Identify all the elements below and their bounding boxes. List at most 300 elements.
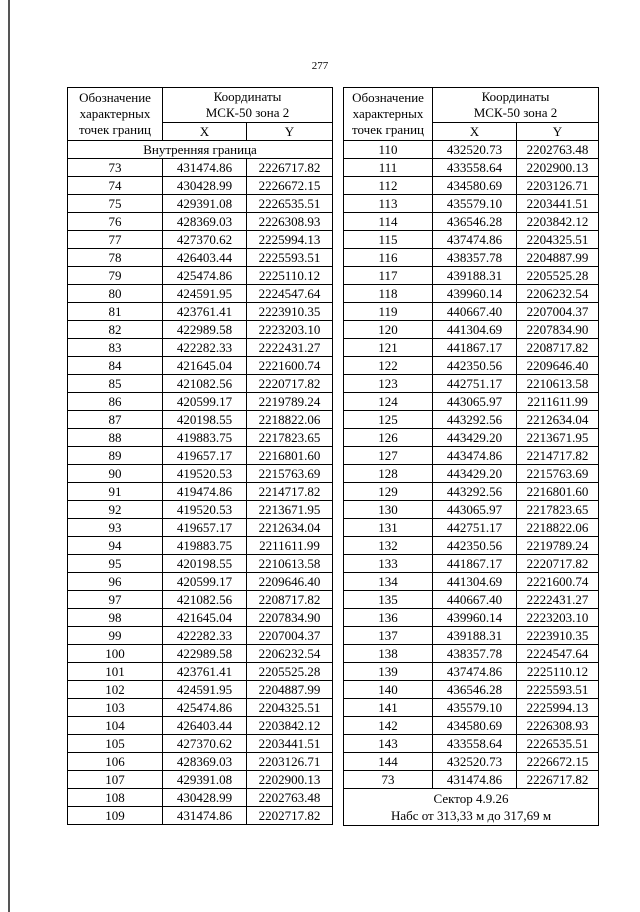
y-coordinate: 2219789.24: [517, 537, 599, 555]
x-coordinate: 441304.69: [433, 321, 517, 339]
x-coordinate: 421082.56: [163, 375, 247, 393]
y-coordinate: 2223910.35: [247, 303, 333, 321]
point-number: 79: [68, 267, 163, 285]
y-coordinate: 2223203.10: [247, 321, 333, 339]
x-coordinate: 425474.86: [163, 267, 247, 285]
point-number: 93: [68, 519, 163, 537]
table-row: [344, 249, 599, 267]
table-row: [344, 285, 599, 303]
point-number: 114: [344, 213, 433, 231]
point-number: 117: [344, 267, 433, 285]
table-row: [344, 573, 599, 591]
table-row: [344, 303, 599, 321]
x-header: X: [433, 123, 517, 141]
point-number: 122: [344, 357, 433, 375]
point-number: 74: [68, 177, 163, 195]
x-coordinate: 443474.86: [433, 447, 517, 465]
x-coordinate: 431474.86: [163, 159, 247, 177]
table-row: [344, 429, 599, 447]
point-number: 111: [344, 159, 433, 177]
x-coordinate: 419520.53: [163, 501, 247, 519]
x-coordinate: 430428.99: [163, 789, 247, 807]
point-number: 128: [344, 465, 433, 483]
y-coordinate: 2223910.35: [517, 627, 599, 645]
designation-header: Обозначение характерных точек границ: [68, 88, 163, 141]
table-row: [68, 303, 333, 321]
table-row: [68, 159, 333, 177]
scan-border-line: [8, 0, 10, 912]
point-number: 99: [68, 627, 163, 645]
table-row: [68, 447, 333, 465]
point-number: 116: [344, 249, 433, 267]
table-row: [344, 735, 599, 753]
x-coordinate: 432520.73: [433, 753, 517, 771]
y-coordinate: 2221600.74: [247, 357, 333, 375]
table-row: [68, 771, 333, 789]
y-coordinate: 2203126.71: [247, 753, 333, 771]
x-coordinate: 443292.56: [433, 411, 517, 429]
table-row: [344, 267, 599, 285]
table-row: [344, 321, 599, 339]
sector-range: Набс от 313,33 м до 317,69 м: [390, 808, 552, 823]
y-coordinate: 2204325.51: [517, 231, 599, 249]
x-coordinate: 433558.64: [433, 735, 517, 753]
x-coordinate: 426403.44: [163, 249, 247, 267]
x-coordinate: 426403.44: [163, 717, 247, 735]
y-coordinate: 2210613.58: [247, 555, 333, 573]
point-number: 94: [68, 537, 163, 555]
point-number: 73: [68, 159, 163, 177]
point-number: 96: [68, 573, 163, 591]
point-number: 140: [344, 681, 433, 699]
y-coordinate: 2206232.54: [247, 645, 333, 663]
y-coordinate: 2202900.13: [247, 771, 333, 789]
table-row: [68, 789, 333, 807]
x-coordinate: 420599.17: [163, 393, 247, 411]
x-header: X: [163, 123, 247, 141]
table-row: [344, 393, 599, 411]
x-coordinate: 442350.56: [433, 357, 517, 375]
y-coordinate: 2217823.65: [247, 429, 333, 447]
x-coordinate: 419657.17: [163, 447, 247, 465]
x-coordinate: 438357.78: [433, 645, 517, 663]
table-row: [68, 717, 333, 735]
y-coordinate: 2203842.12: [517, 213, 599, 231]
table-row: [68, 537, 333, 555]
point-number: 106: [68, 753, 163, 771]
point-number: 89: [68, 447, 163, 465]
x-coordinate: 427370.62: [163, 231, 247, 249]
point-number: 115: [344, 231, 433, 249]
x-coordinate: 432520.73: [433, 141, 517, 159]
table-row: [68, 357, 333, 375]
table-row: [344, 339, 599, 357]
x-coordinate: 431474.86: [163, 807, 247, 825]
y-coordinate: 2207004.37: [517, 303, 599, 321]
x-coordinate: 442751.17: [433, 375, 517, 393]
point-number: 73: [344, 771, 433, 789]
x-coordinate: 428369.03: [163, 753, 247, 771]
x-coordinate: 429391.08: [163, 195, 247, 213]
y-coordinate: 2225593.51: [517, 681, 599, 699]
y-coordinate: 2226717.82: [517, 771, 599, 789]
table-row: [344, 465, 599, 483]
coords-header: Координаты МСК-50 зона 2: [433, 88, 599, 123]
x-coordinate: 429391.08: [163, 771, 247, 789]
point-number: 108: [68, 789, 163, 807]
point-number: 131: [344, 519, 433, 537]
y-coordinate: 2226535.51: [517, 735, 599, 753]
table-row: [68, 627, 333, 645]
y-header: Y: [247, 123, 333, 141]
y-coordinate: 2223203.10: [517, 609, 599, 627]
y-coordinate: 2212634.04: [517, 411, 599, 429]
y-coordinate: 2204887.99: [247, 681, 333, 699]
x-coordinate: 433558.64: [433, 159, 517, 177]
y-coordinate: 2225110.12: [517, 663, 599, 681]
point-number: 98: [68, 609, 163, 627]
x-coordinate: 435579.10: [433, 195, 517, 213]
x-coordinate: 443065.97: [433, 501, 517, 519]
y-coordinate: 2218822.06: [247, 411, 333, 429]
table-row: [344, 591, 599, 609]
y-coordinate: 2204887.99: [517, 249, 599, 267]
table-row: [68, 429, 333, 447]
x-coordinate: 421645.04: [163, 609, 247, 627]
table-row: [68, 393, 333, 411]
y-coordinate: 2214717.82: [247, 483, 333, 501]
point-number: 100: [68, 645, 163, 663]
point-number: 112: [344, 177, 433, 195]
y-coordinate: 2203441.51: [517, 195, 599, 213]
x-coordinate: 419474.86: [163, 483, 247, 501]
x-coordinate: 439188.31: [433, 627, 517, 645]
x-coordinate: 420599.17: [163, 573, 247, 591]
point-number: 91: [68, 483, 163, 501]
point-number: 130: [344, 501, 433, 519]
point-number: 129: [344, 483, 433, 501]
point-number: 87: [68, 411, 163, 429]
point-number: 92: [68, 501, 163, 519]
table-row: [68, 735, 333, 753]
y-coordinate: 2221600.74: [517, 573, 599, 591]
table-row: [344, 753, 599, 771]
y-coordinate: 2203126.71: [517, 177, 599, 195]
y-coordinate: 2213671.95: [517, 429, 599, 447]
x-coordinate: 431474.86: [433, 771, 517, 789]
coords-header: Координаты МСК-50 зона 2: [163, 88, 333, 123]
point-number: 121: [344, 339, 433, 357]
table-row: [344, 141, 599, 159]
table-row: [68, 753, 333, 771]
x-coordinate: 437474.86: [433, 663, 517, 681]
point-number: 84: [68, 357, 163, 375]
point-number: 104: [68, 717, 163, 735]
designation-header: Обозначение характерных точек границ: [344, 88, 433, 141]
x-coordinate: 434580.69: [433, 717, 517, 735]
table-row: [68, 231, 333, 249]
x-coordinate: 440667.40: [433, 303, 517, 321]
point-number: 75: [68, 195, 163, 213]
point-number: 110: [344, 141, 433, 159]
x-coordinate: 436546.28: [433, 681, 517, 699]
y-coordinate: 2222431.27: [517, 591, 599, 609]
y-coordinate: 2225110.12: [247, 267, 333, 285]
table-row: [68, 411, 333, 429]
x-coordinate: 419883.75: [163, 537, 247, 555]
sector-footer: [344, 789, 599, 826]
table-row: [68, 807, 333, 825]
table-row: [344, 699, 599, 717]
table-row: [344, 411, 599, 429]
table-row: [344, 609, 599, 627]
y-coordinate: 2205525.28: [517, 267, 599, 285]
point-number: 88: [68, 429, 163, 447]
x-coordinate: 442350.56: [433, 537, 517, 555]
point-number: 138: [344, 645, 433, 663]
point-number: 81: [68, 303, 163, 321]
y-coordinate: 2215763.69: [517, 465, 599, 483]
point-number: 102: [68, 681, 163, 699]
x-coordinate: 441867.17: [433, 339, 517, 357]
x-coordinate: 430428.99: [163, 177, 247, 195]
y-header: Y: [517, 123, 599, 141]
point-number: 101: [68, 663, 163, 681]
x-coordinate: 441304.69: [433, 573, 517, 591]
y-coordinate: 2216801.60: [517, 483, 599, 501]
point-number: 80: [68, 285, 163, 303]
x-coordinate: 422989.58: [163, 645, 247, 663]
table-row: [68, 519, 333, 537]
x-coordinate: 419883.75: [163, 429, 247, 447]
y-coordinate: 2226535.51: [247, 195, 333, 213]
x-coordinate: 443429.20: [433, 465, 517, 483]
point-number: 134: [344, 573, 433, 591]
y-coordinate: 2212634.04: [247, 519, 333, 537]
table-row: [344, 771, 599, 789]
table-row: [344, 555, 599, 573]
y-coordinate: 2207004.37: [247, 627, 333, 645]
y-coordinate: 2220717.82: [247, 375, 333, 393]
table-row: [68, 249, 333, 267]
y-coordinate: 2211611.99: [517, 393, 599, 411]
x-coordinate: 439188.31: [433, 267, 517, 285]
table-row: [68, 591, 333, 609]
y-coordinate: 2205525.28: [247, 663, 333, 681]
y-coordinate: 2226308.93: [247, 213, 333, 231]
table-row: [344, 537, 599, 555]
table-row: [344, 519, 599, 537]
table-row: [344, 483, 599, 501]
table-row: [68, 681, 333, 699]
table-row: [344, 447, 599, 465]
table-row: [68, 555, 333, 573]
y-coordinate: 2209646.40: [517, 357, 599, 375]
x-coordinate: 443065.97: [433, 393, 517, 411]
point-number: 120: [344, 321, 433, 339]
y-coordinate: 2208717.82: [517, 339, 599, 357]
table-row: [68, 483, 333, 501]
y-coordinate: 2220717.82: [517, 555, 599, 573]
x-coordinate: 424591.95: [163, 681, 247, 699]
point-number: 119: [344, 303, 433, 321]
point-number: 127: [344, 447, 433, 465]
x-coordinate: 422282.33: [163, 627, 247, 645]
x-coordinate: 437474.86: [433, 231, 517, 249]
page-number: 277: [311, 60, 329, 72]
table-row: [344, 357, 599, 375]
point-number: 103: [68, 699, 163, 717]
section-caption: Внутренняя граница: [68, 141, 333, 159]
point-number: 77: [68, 231, 163, 249]
y-coordinate: 2202717.82: [247, 807, 333, 825]
y-coordinate: 2219789.24: [247, 393, 333, 411]
point-number: 136: [344, 609, 433, 627]
x-coordinate: 428369.03: [163, 213, 247, 231]
y-coordinate: 2226672.15: [517, 753, 599, 771]
table-row: [344, 213, 599, 231]
table-row: [344, 195, 599, 213]
point-number: 132: [344, 537, 433, 555]
y-coordinate: 2208717.82: [247, 591, 333, 609]
x-coordinate: 422989.58: [163, 321, 247, 339]
x-coordinate: 440667.40: [433, 591, 517, 609]
point-number: 126: [344, 429, 433, 447]
x-coordinate: 423761.41: [163, 663, 247, 681]
table-row: [68, 195, 333, 213]
table-row: [344, 375, 599, 393]
table-row: [68, 573, 333, 591]
table-row: [344, 501, 599, 519]
y-coordinate: 2207834.90: [247, 609, 333, 627]
point-number: 109: [68, 807, 163, 825]
point-number: 83: [68, 339, 163, 357]
y-coordinate: 2211611.99: [247, 537, 333, 555]
point-number: 105: [68, 735, 163, 753]
y-coordinate: 2226672.15: [247, 177, 333, 195]
x-coordinate: 439960.14: [433, 285, 517, 303]
y-coordinate: 2226717.82: [247, 159, 333, 177]
y-coordinate: 2203441.51: [247, 735, 333, 753]
point-number: 90: [68, 465, 163, 483]
x-coordinate: 442751.17: [433, 519, 517, 537]
point-number: 78: [68, 249, 163, 267]
point-number: 123: [344, 375, 433, 393]
point-number: 107: [68, 771, 163, 789]
y-coordinate: 2209646.40: [247, 573, 333, 591]
x-coordinate: 434580.69: [433, 177, 517, 195]
table-row: [344, 627, 599, 645]
table-row: [344, 177, 599, 195]
x-coordinate: 421082.56: [163, 591, 247, 609]
table-row: [344, 681, 599, 699]
y-coordinate: 2202763.48: [247, 789, 333, 807]
table-row: [68, 321, 333, 339]
x-coordinate: 443292.56: [433, 483, 517, 501]
y-coordinate: 2217823.65: [517, 501, 599, 519]
y-coordinate: 2202763.48: [517, 141, 599, 159]
point-number: 97: [68, 591, 163, 609]
y-coordinate: 2224547.64: [517, 645, 599, 663]
table-row: [68, 339, 333, 357]
x-coordinate: 427370.62: [163, 735, 247, 753]
table-row: [68, 609, 333, 627]
coordinates-table-left: [67, 87, 333, 825]
point-number: 135: [344, 591, 433, 609]
x-coordinate: 420198.55: [163, 411, 247, 429]
x-coordinate: 422282.33: [163, 339, 247, 357]
point-number: 143: [344, 735, 433, 753]
y-coordinate: 2206232.54: [517, 285, 599, 303]
y-coordinate: 2224547.64: [247, 285, 333, 303]
x-coordinate: 421645.04: [163, 357, 247, 375]
table-row: [68, 285, 333, 303]
x-coordinate: 435579.10: [433, 699, 517, 717]
point-number: 113: [344, 195, 433, 213]
y-coordinate: 2225994.13: [517, 699, 599, 717]
table-row: [68, 501, 333, 519]
point-number: 133: [344, 555, 433, 573]
y-coordinate: 2222431.27: [247, 339, 333, 357]
x-coordinate: 443429.20: [433, 429, 517, 447]
point-number: 118: [344, 285, 433, 303]
y-coordinate: 2225593.51: [247, 249, 333, 267]
x-coordinate: 420198.55: [163, 555, 247, 573]
table-row: [68, 177, 333, 195]
y-coordinate: 2226308.93: [517, 717, 599, 735]
table-row: [68, 267, 333, 285]
y-coordinate: 2215763.69: [247, 465, 333, 483]
x-coordinate: 439960.14: [433, 609, 517, 627]
coordinates-table-right: [343, 87, 599, 826]
table-row: [344, 663, 599, 681]
x-coordinate: 436546.28: [433, 213, 517, 231]
x-coordinate: 419657.17: [163, 519, 247, 537]
x-coordinate: 423761.41: [163, 303, 247, 321]
y-coordinate: 2207834.90: [517, 321, 599, 339]
point-number: 124: [344, 393, 433, 411]
table-row: [68, 663, 333, 681]
table-row: [344, 645, 599, 663]
y-coordinate: 2202900.13: [517, 159, 599, 177]
point-number: 142: [344, 717, 433, 735]
point-number: 85: [68, 375, 163, 393]
table-row: [68, 699, 333, 717]
point-number: 141: [344, 699, 433, 717]
point-number: 86: [68, 393, 163, 411]
x-coordinate: 441867.17: [433, 555, 517, 573]
y-coordinate: 2225994.13: [247, 231, 333, 249]
x-coordinate: 438357.78: [433, 249, 517, 267]
table-row: [68, 375, 333, 393]
y-coordinate: 2218822.06: [517, 519, 599, 537]
point-number: 144: [344, 753, 433, 771]
table-row: [68, 645, 333, 663]
point-number: 76: [68, 213, 163, 231]
sector-title: Сектор 4.9.26: [433, 791, 509, 806]
y-coordinate: 2204325.51: [247, 699, 333, 717]
table-row: [68, 213, 333, 231]
point-number: 95: [68, 555, 163, 573]
point-number: 125: [344, 411, 433, 429]
y-coordinate: 2214717.82: [517, 447, 599, 465]
table-row: [344, 231, 599, 249]
x-coordinate: 425474.86: [163, 699, 247, 717]
x-coordinate: 424591.95: [163, 285, 247, 303]
y-coordinate: 2203842.12: [247, 717, 333, 735]
table-row: [344, 717, 599, 735]
point-number: 82: [68, 321, 163, 339]
